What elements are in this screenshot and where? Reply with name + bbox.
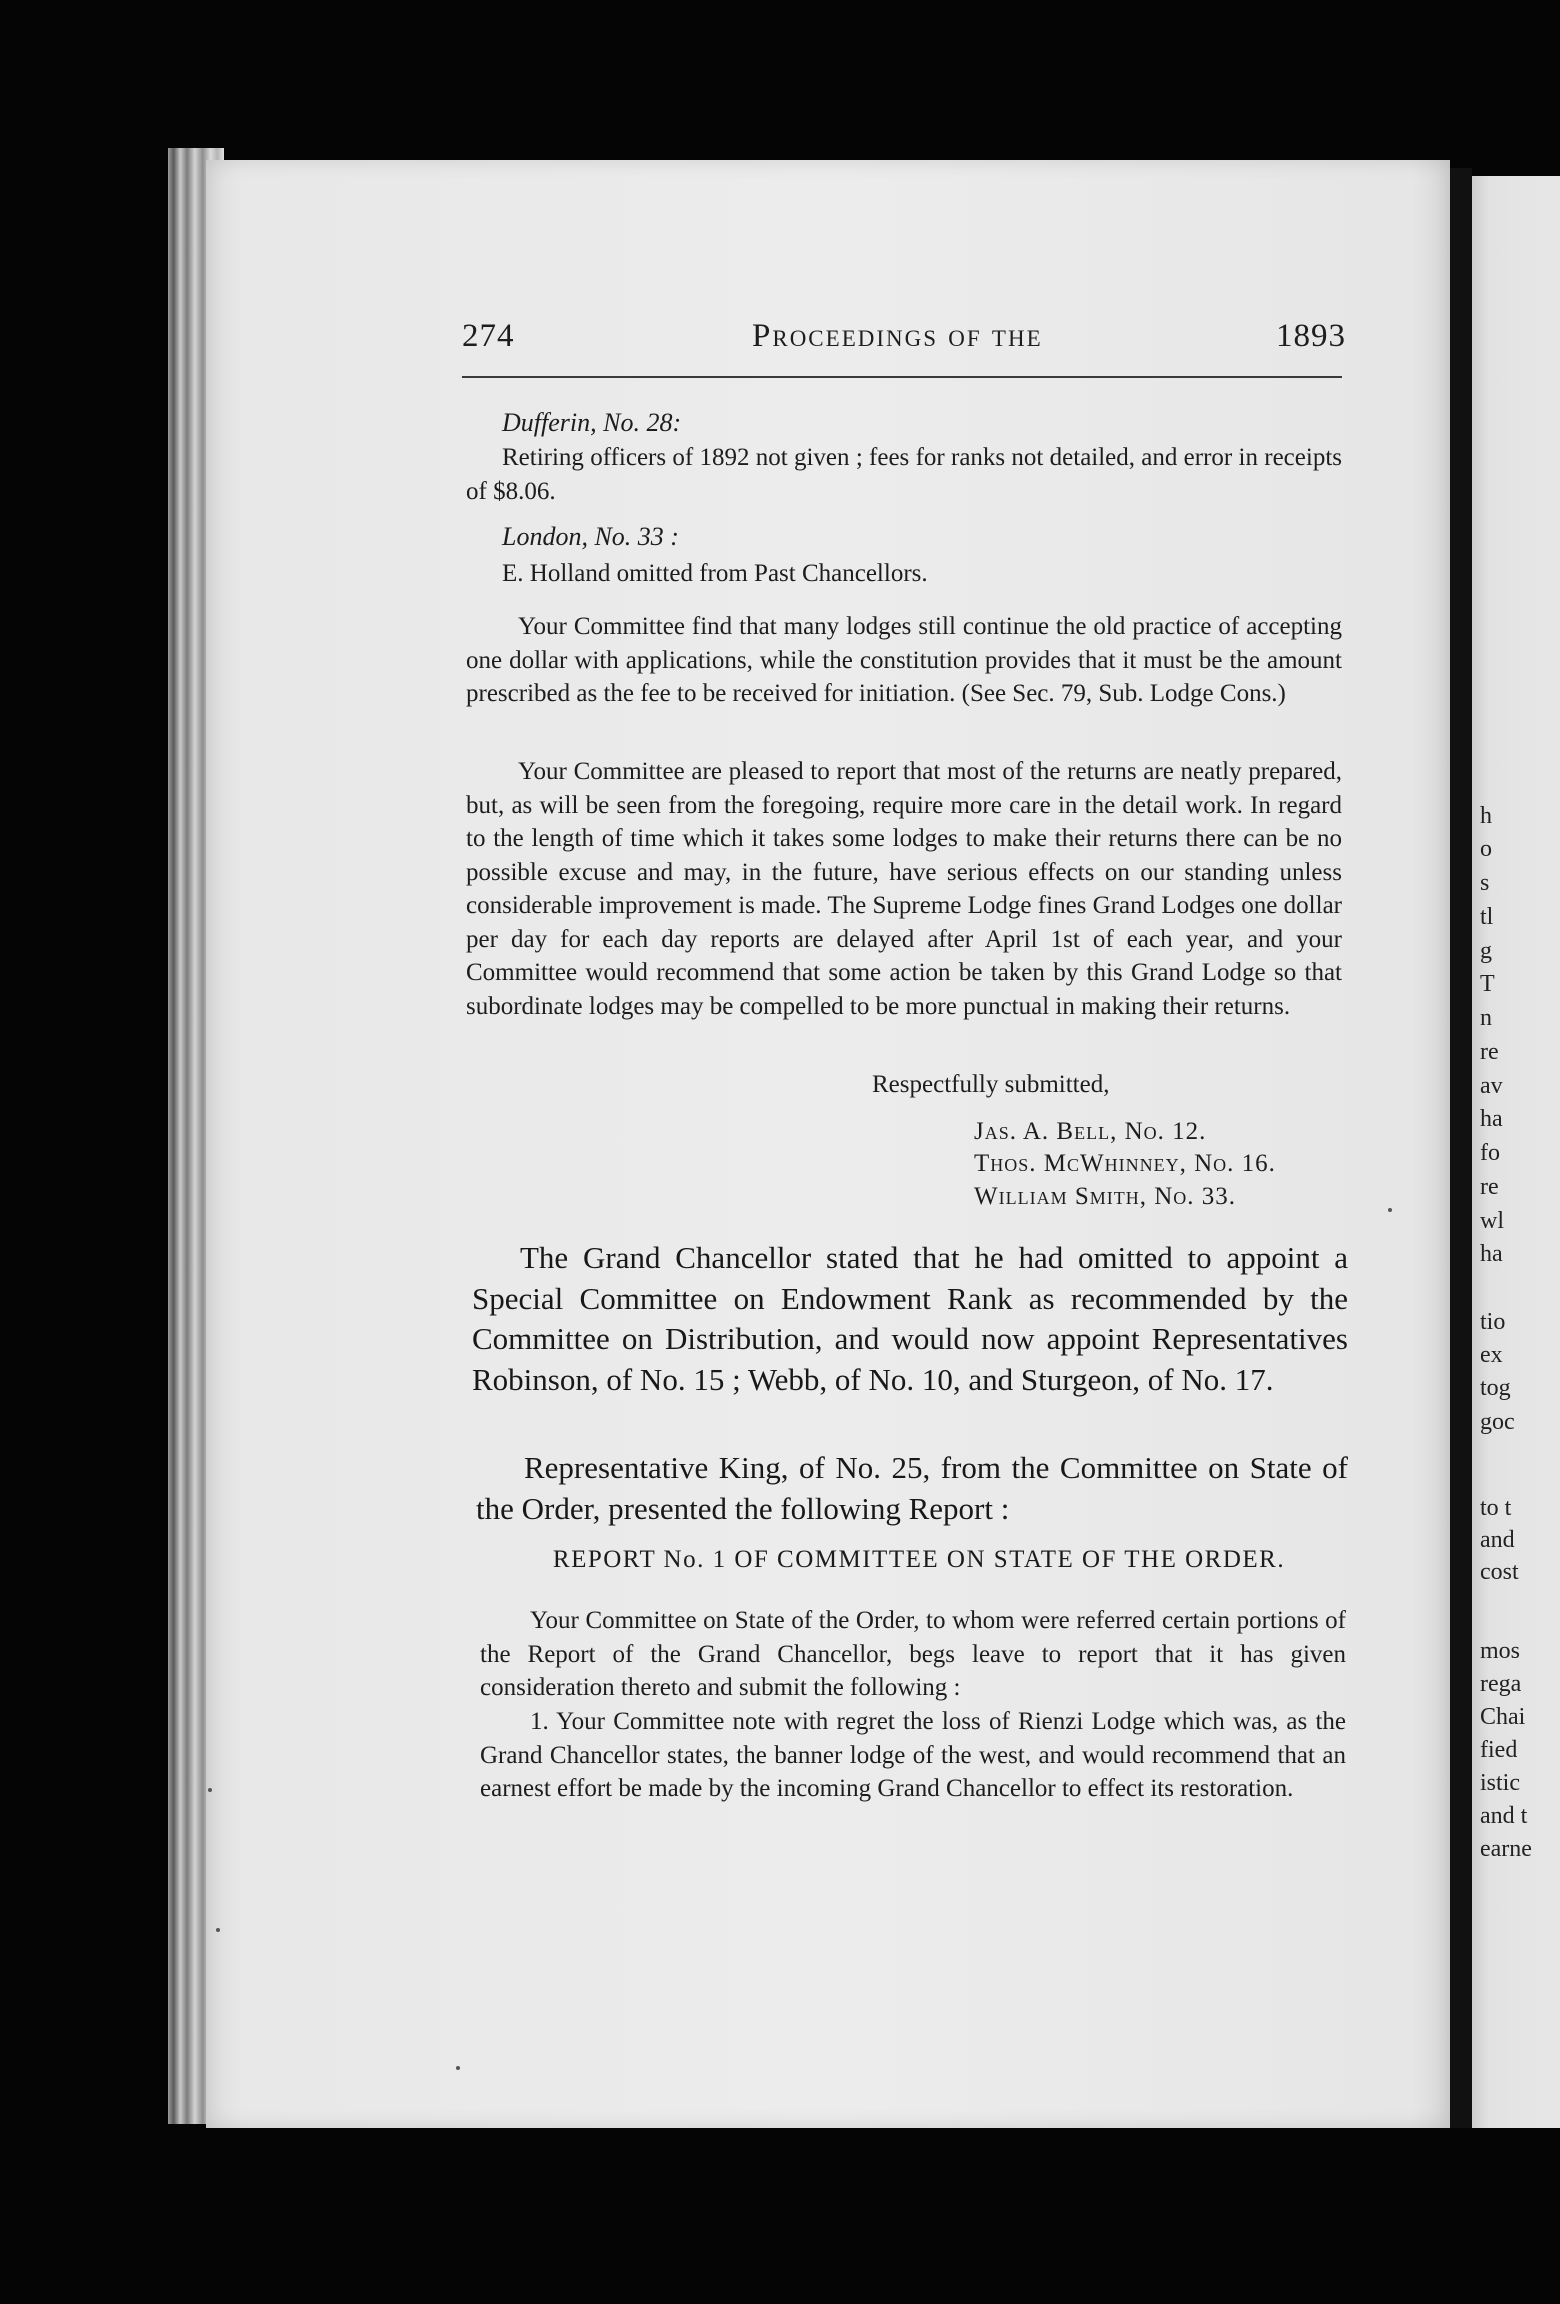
facing-page-fragment: s: [1480, 870, 1490, 896]
lodge-heading-dufferin: Dufferin, No. 28:: [502, 408, 682, 437]
london-paragraph: E. Holland omitted from Past Chancellors.: [502, 560, 928, 587]
facing-page-fragment: tio: [1480, 1309, 1506, 1335]
facing-page-fragment: istic: [1480, 1770, 1520, 1796]
report-intro-paragraph: Your Committee on State of the Order, to whom were referred certain portions of the Report of the Grand Chancellor, begs leave to report that it has given consideration thereto and submit the following :: [480, 1607, 1346, 1701]
facing-page-fragment: n: [1480, 1005, 1492, 1031]
facing-page-fragment: ex: [1480, 1342, 1503, 1368]
facing-page-fragment: cost: [1480, 1559, 1519, 1585]
facing-page-fragment: rega: [1480, 1671, 1522, 1697]
facing-page-fragment: tl: [1480, 904, 1494, 930]
facing-page-fragment: ha: [1480, 1106, 1503, 1132]
running-title: Proceedings of the: [752, 318, 1043, 354]
report-item-1: 1. Your Committee note with regret the loss of Rienzi Lodge which was, as the Grand Chancellor states, the banner lodge of the west, and would recommend that an earnest effort be made by the incoming Grand Chancellor to effect its restoration.: [480, 1708, 1346, 1802]
king-statement: Representative King, of No. 25, from the Committee on State of the Order, presented the following Report :: [476, 1450, 1348, 1526]
facing-page-fragment: fied: [1480, 1737, 1518, 1763]
scan-speck: [456, 2066, 460, 2070]
facing-page-fragment: tog: [1480, 1375, 1511, 1401]
facing-page-fragment: and t: [1480, 1803, 1528, 1829]
facing-page-fragment: earne: [1480, 1836, 1532, 1862]
closing-line: Respectfully submitted,: [872, 1071, 1110, 1098]
page-number: 274: [462, 318, 515, 354]
scan-speck: [216, 1928, 220, 1932]
facing-page-edge: [1472, 176, 1560, 2128]
facing-page-fragment: h: [1480, 803, 1492, 829]
returns-paragraph: Your Committee are pleased to report that most of the returns are neatly prepared, but, as will be seen from the foregoing, require more care in the detail work. In regard to the length of time which it takes some lodges to make their returns there can be no possible excuse and may, in the future, have serious effects on our standing unless considerable improvement is made. The Supreme Lodge fines Grand Lodges one dollar per day for each day reports are delayed after April 1st of each year, and your Committee would recommend that some action be taken by this Grand Lodge so that subordinate lodges may be compelled to be more punctual in making their returns.: [466, 758, 1342, 1020]
facing-page-fragment: o: [1480, 836, 1492, 862]
signature-line: William Smith, No. 33.: [974, 1183, 1237, 1210]
facing-page-fragment: and: [1480, 1527, 1515, 1553]
lodge-heading-london: London, No. 33 :: [502, 522, 679, 551]
header-rule: [462, 376, 1342, 378]
signature-line: Jas. A. Bell, No. 12.: [974, 1118, 1207, 1145]
facing-page-fragment: T: [1480, 971, 1495, 997]
facing-page-fragment: wl: [1480, 1208, 1504, 1234]
facing-page-fragment: re: [1480, 1039, 1499, 1065]
facing-page-fragment: mos: [1480, 1638, 1521, 1664]
chancellor-statement: The Grand Chancellor stated that he had omitted to appoint a Special Committee on Endowment Rank as recommended by the Committee on Distribution, and would now appoint Representatives Robinson, of No. 15 ; Webb, of No. 10, and Sturgeon, of No. 17.: [472, 1240, 1348, 1397]
facing-page-fragment: to t: [1480, 1495, 1512, 1521]
facing-page-fragment: g: [1480, 938, 1492, 964]
facing-page-fragment: av: [1480, 1073, 1503, 1099]
signature-line: Thos. McWhinney, No. 16.: [974, 1150, 1276, 1177]
dufferin-paragraph: Retiring officers of 1892 not given ; fees for ranks not detailed, and error in receipts of $8.06.: [466, 444, 1342, 505]
report-heading: REPORT No. 1 OF COMMITTEE ON STATE OF THE ORDER.: [552, 1546, 1286, 1573]
fee-paragraph: Your Committee find that many lodges still continue the old practice of accepting one dollar with applications, while the constitution provides that it must be the amount prescribed as the fee to be received for initiation. (See Sec. 79, Sub. Lodge Cons.): [466, 613, 1342, 707]
facing-page-fragment: re: [1480, 1174, 1499, 1200]
book-gutter: [1450, 168, 1472, 2128]
facing-page-fragment: Chai: [1480, 1704, 1526, 1730]
scan-speck: [208, 1788, 212, 1792]
facing-page-fragment: goc: [1480, 1409, 1515, 1435]
scan-speck: [1388, 1208, 1392, 1212]
page-year: 1893: [1276, 318, 1346, 354]
facing-page-fragment: fo: [1480, 1140, 1500, 1166]
facing-page-fragment: ha: [1480, 1241, 1503, 1267]
